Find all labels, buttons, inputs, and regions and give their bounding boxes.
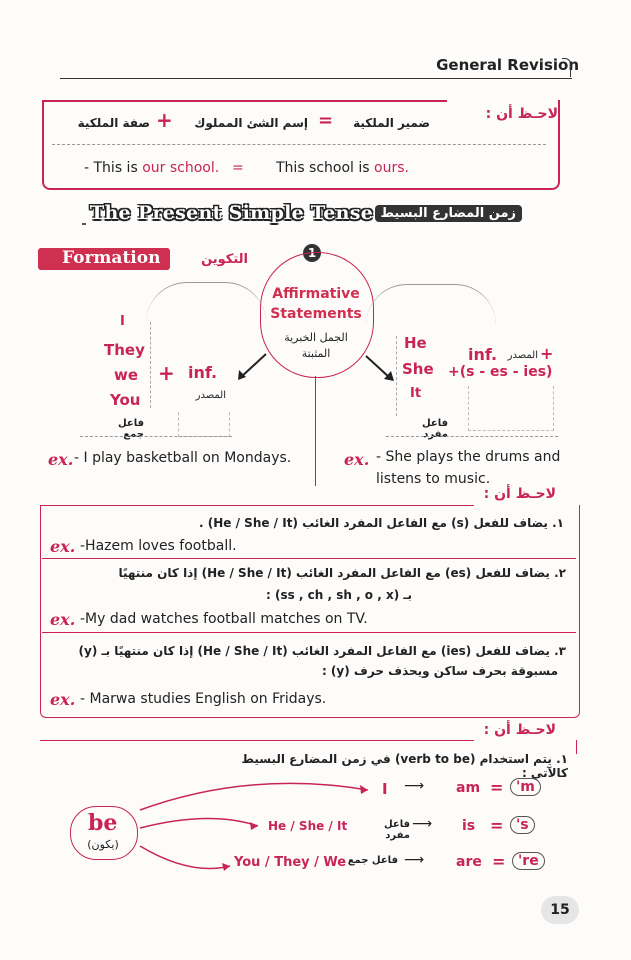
affirmative-arabic: الجمل الخبرية المثبتة [284, 331, 348, 360]
right-ending: +(s - es - ies) [448, 364, 553, 380]
row-short-form: 's [510, 816, 535, 834]
example-label: ex. [50, 690, 76, 709]
row-verb: is [462, 818, 476, 834]
right-subject-arabic: فاعل مفرد [421, 418, 448, 440]
row-short-form: 'm [510, 778, 541, 796]
example-highlight: our school. [142, 160, 220, 176]
right-infinitive-arabic: المصدر [507, 350, 538, 361]
example-right: - She plays the drums and listens to music. [376, 449, 561, 487]
note-divider [52, 144, 546, 145]
left-underline [80, 436, 232, 437]
be-arabic: (يكون) [87, 838, 119, 851]
example-equals: = [232, 160, 244, 176]
rule-es: ٢. يضاف للفعل (es) مع الفاعل المفرد الغائب (He / She / It) إذا كان منتهيًا [118, 566, 566, 580]
rule-s: ١. يضاف للفعل (s) مع الفاعل المفرد الغائب (He / She / It) . [199, 516, 564, 530]
row-pronoun: I [382, 780, 388, 798]
row-verb: am [456, 780, 481, 796]
be-row-you-they-we [232, 852, 562, 874]
pronoun-they: They [104, 341, 145, 359]
title-banner [86, 202, 528, 228]
rule-divider [42, 632, 576, 633]
row-verb: are [456, 854, 482, 870]
center-divider [315, 376, 316, 486]
pronoun-she: She [402, 360, 434, 378]
row-short-form: 're [512, 852, 545, 870]
note-box-right-edge [576, 740, 577, 754]
pronoun-we: we [114, 366, 139, 384]
header-hook [562, 58, 571, 77]
title-arabic: زمن المضارع البسيط [375, 205, 523, 222]
pronoun-he: He [404, 334, 427, 352]
example-marwa: - Marwa studies English on Fridays. [80, 691, 327, 707]
formula-possessive-pronoun: ضمير الملكية [353, 116, 430, 130]
example-text: - This is [84, 160, 143, 176]
note-box-top-rule [40, 740, 474, 741]
example-dad: -My dad watches football matches on TV. [80, 611, 368, 627]
row-pronoun: You / They / We [234, 855, 347, 870]
be-row-i [360, 778, 560, 800]
page-header-title: General Revision [436, 56, 579, 74]
example-left: - I play basketball on Mondays. [74, 450, 292, 466]
example-label: ex. [48, 450, 74, 469]
right-underline [386, 436, 558, 437]
title-english: The Present Simple Tense [90, 202, 374, 224]
left-pronoun-bracket [150, 322, 151, 408]
formula-equals: = [318, 110, 334, 131]
rule-divider [42, 558, 576, 559]
rule-ies-condition: مسبوقة بحرف ساكن ويحذف حرف (y) : [321, 664, 558, 678]
example-ours [276, 160, 409, 176]
example-label: ex. [344, 450, 370, 469]
left-inf-bracket [178, 412, 230, 437]
rule-ies: ٣. يضاف للفعل (ies) مع الفاعل المفرد الغائب (He / She / It) إذا كان منتهيًا بـ (y) [78, 644, 566, 658]
be-row-he-she-it [262, 816, 562, 841]
example-hazem: -Hazem loves football. [80, 538, 237, 554]
pronoun-you: You [110, 391, 141, 409]
right-plus-top: + [540, 344, 554, 363]
row-arabic: فاعل مفرد [383, 819, 410, 841]
formation-number: 1 [303, 244, 321, 262]
note-label: لاحـظ أن : [485, 106, 558, 122]
affirmative-title: Affirmative Statements [270, 286, 362, 322]
row-pronoun: He / She / It [268, 819, 348, 833]
formation-arabic: التكوين [201, 252, 248, 267]
row-arabic: فاعل جمع [347, 855, 398, 866]
note-label: لاحـظ أن : [483, 722, 556, 738]
left-plus: + [158, 361, 175, 385]
example-our-school [84, 160, 219, 176]
right-infinitive: inf. [468, 345, 498, 364]
pronoun-it: It [410, 386, 422, 401]
header-rule [60, 78, 572, 79]
right-ending-bracket [468, 386, 554, 431]
formula-plus: + [156, 108, 173, 132]
right-pronoun-bracket [396, 336, 397, 416]
row-equals: = [490, 816, 504, 835]
row-equals: = [490, 778, 504, 797]
row-equals: = [492, 852, 506, 871]
formula-owned-noun: إسم الشئ المملوك [194, 116, 308, 130]
pronoun-i: I [120, 314, 125, 329]
rule-verb-to-be: ١. يتم استخدام (verb to be) في زمن المضارع البسيط كالآتي : [241, 752, 568, 780]
note-label: لاحـظ أن : [483, 486, 556, 502]
left-branch-curve [146, 282, 266, 323]
example-highlight: ours. [374, 160, 409, 176]
left-arrow [232, 350, 272, 384]
note-box-top-rule [40, 505, 474, 506]
page-number: 15 [541, 896, 579, 924]
left-subject-arabic: فاعل جمع [117, 418, 144, 440]
formation-label: Formation [38, 248, 170, 270]
arrow-icon: ⟶ [404, 778, 425, 794]
rule-es-endings: بـ (ss , ch , sh , o , x) : [265, 588, 412, 602]
be-word: be [88, 810, 118, 836]
example-text: This school is [276, 160, 375, 176]
example-label: ex. [50, 610, 76, 629]
right-branch-curve [366, 284, 496, 325]
arrow-icon: ⟶ [404, 852, 425, 868]
note-box-top-rule [42, 100, 447, 102]
left-infinitive: inf. [188, 363, 218, 382]
formula-possessive-adjective: صفة الملكية [77, 116, 150, 130]
arrow-icon: ⟶ [412, 816, 433, 832]
example-label: ex. [50, 537, 76, 556]
left-infinitive-arabic: المصدر [195, 390, 226, 401]
